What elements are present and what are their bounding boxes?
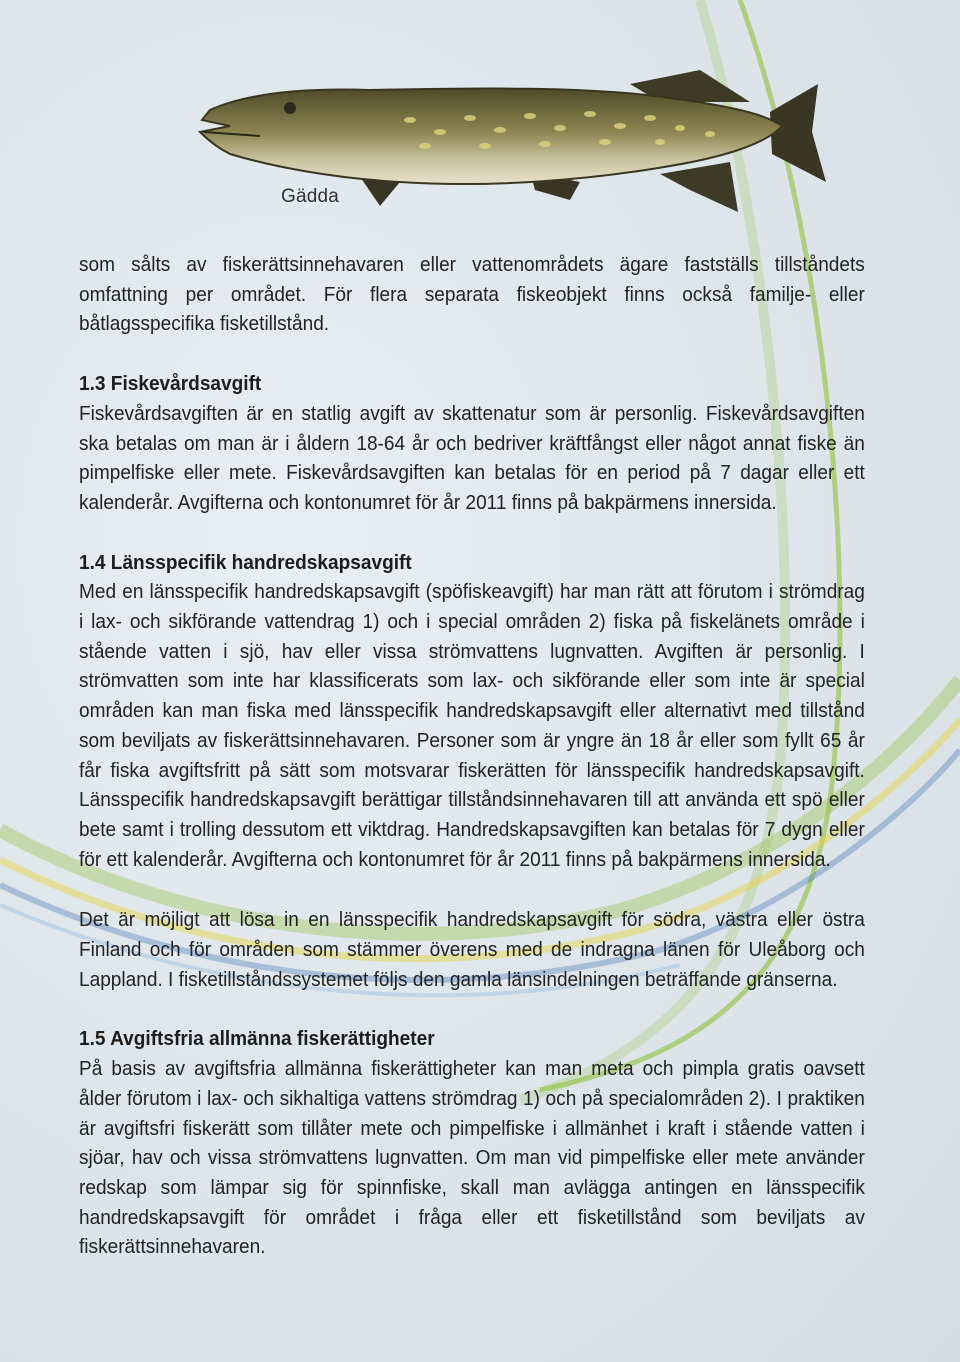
section-paragraph: På basis av avgiftsfria allmänna fiskerättigheter kan man meta och pimpla gratis oavsett ålder förutom i lax- och sikhaltiga vattens strömdrag 1) och på specialområden 2). I praktiken är avgiftsfri fiskerätt som tillåter mete och pimpelfiske i allmänhet i kraft i stående vatten i sjöar, hav och vissa strömvattens lugnvatten. Om man vid pimpelfiske eller mete använder redskap som lämpar sig för spinnfiske, skall man avlägga antingen en länsspecifik handredskapsavgift för området i fråga eller ett fisketillstånd som beviljats av fiskerättsinnehavaren.	[79, 1057, 865, 1259]
section-heading-fiskevardsavgift: 1.3 Fiskevårdsavgift	[79, 372, 262, 396]
section-paragraph: Med en länsspecifik handredskapsavgift (spöfiskeavgift) har man rätt att förutom i strömdrag i lax- och sikförande vattendrag 1) och i special områden 2) fiska på fiskelänets område i stående vatten i sjö, hav eller vissa strömvattens lugnvatten. Avgiften är personlig. I strömvatten som inte har klassificerats som lax- och sikförande eller som inte är special områden kan man fiska med länsspecifik handredskapsavgift eller alternativt med tillstånd som beviljats av fiskerättsinnehavaren. Personer som är yngre än 18 år eller som fyllt 65 år får fiska avgiftsfritt på sätt som motsvarar fiskerätten för länsspecifik handredskapsavgift. Länsspecifik handredskapsavgift berättigar tillståndsinnehavaren till att använda ett spö eller bete samt i trolling dessutom ett viktdrag. Handredskapsavgiften kan betalas för 7 dygn eller för ett kalenderår. Avgifterna och kontonumret för år 2011 finns på bakpärmens innersida.	[79, 580, 865, 871]
section-paragraph: Det är möjligt att lösa in en länsspecifik handredskapsavgift för södra, västra eller östra Finland och för områden som stämmer överens med de indragna länen för Uleåborg och Lappland. I fisketillståndssystemet följs den gamla länsindelningen beträffande gränserna.	[79, 908, 865, 991]
section-paragraph: Fiskevårdsavgiften är en statlig avgift av skattenatur som är personlig. Fiskevårdsavgiften ska betalas om man är i åldern 18-64 år och bedriver kräftfångst eller något annat fiske än pimpelfiske eller mete. Fiskevårdsavgiften kan betalas för en period på 7 dagar eller ett kalenderår. Avgifterna och kontonumret för år 2011 finns på bakpärmens innersida.	[79, 401, 865, 514]
figure-caption: Gädda	[281, 186, 340, 207]
section-heading-avgiftsfria-fiskerattigheter: 1.5 Avgiftsfria allmänna fiskerättigheter	[79, 1027, 435, 1051]
article-body	[79, 250, 865, 1262]
section-heading-lansspecifik-handredskapsavgift: 1.4 Länsspecifik handredskapsavgift	[79, 550, 412, 574]
intro-paragraph: som sålts av fiskerättsinnehavaren eller vattenområdets ägare fastställs tillståndets omfattning per området. För flera separata fiskeobjekt finns också familje- eller båtlagsspecifika fisketillstånd.	[79, 253, 865, 336]
